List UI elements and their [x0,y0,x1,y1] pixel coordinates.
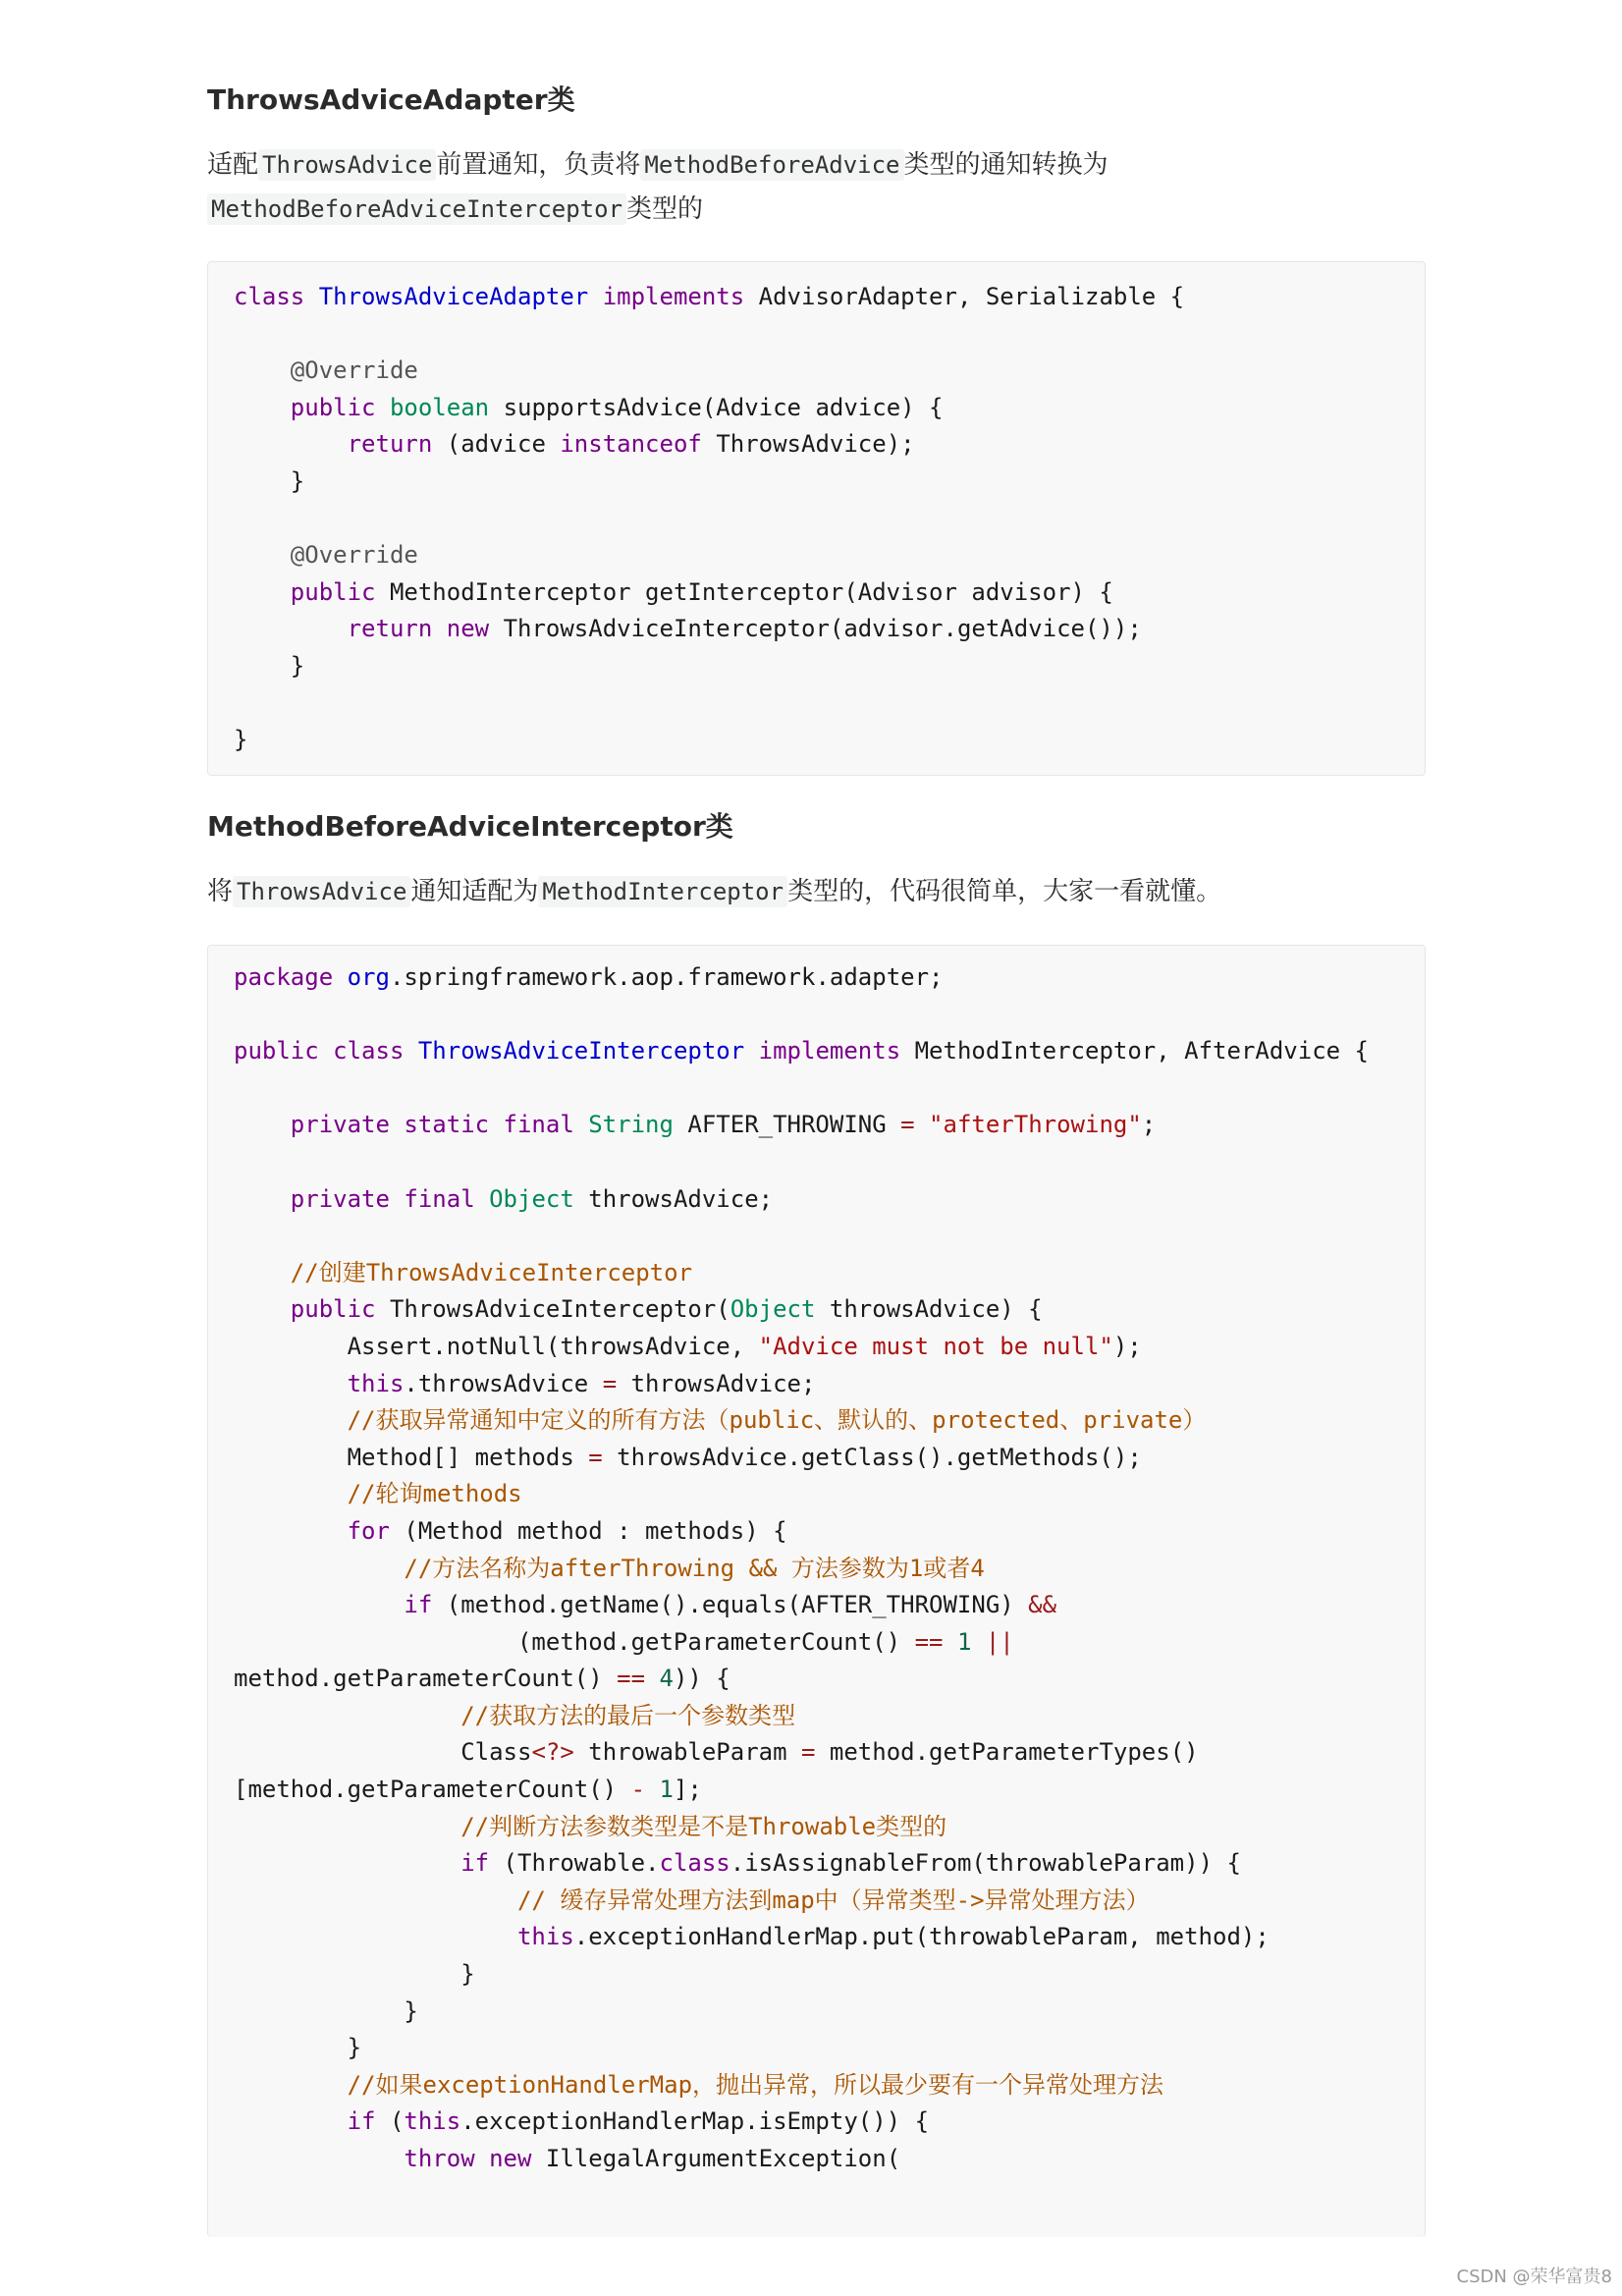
code-block-throws-advice-adapter[interactable] [207,261,1426,776]
code-text: class ThrowsAdviceAdapter implements AdvisorAdapter, Serializable { @Override public boolean supportsAdvice(Advice advice) { return (advice instanceof ThrowsAdvice); } @Override public MethodInterceptor getInterceptor(Advisor advisor) { return new ThrowsAdviceInterceptor(advisor.getAdvice()); } } [234,283,1185,754]
section-heading-method-before-advice-interceptor: MethodBeforeAdviceInterceptor类 [207,810,733,843]
desc-text: 类型的 [626,194,704,224]
inline-code: MethodBeforeAdvice [640,149,903,181]
inline-code: ThrowsAdvice [233,876,410,907]
inline-code: MethodInterceptor [538,876,787,907]
code-text: package org.springframework.aop.framework.adapter; public class ThrowsAdviceInterceptor implements MethodInterceptor, AfterAdvice { private static final String AFTER_THROWING = "afterThrowing"; private final Object throwsAdvice; //创建ThrowsAdviceInterceptor public ThrowsAdviceInterceptor(Object throwsAdvice) { Assert.notNull(throwsAdvice, "Advice must not be null"); this.throwsAdvice = throwsAdvice; //获取异常通知中定义的所有方法（public、默认的、protected、private） Method[] methods = throwsAdvice.getClass().getMethods(); //轮询methods for (Method method : methods) { //方法名称为afterThrowing && 方法参数为1或者4 if (method.getName().equals(AFTER_THROWING) && (method.getParameterCount() == 1 || method.getParameterCount() == 4)) { //获取方法的最后一个参数类型 Class<?> throwableParam = method.getParameterTypes() [method.getParameterCount() - 1]; //判断方法参数类型是不是Throwable类型的 if (Throwable.class.isAssignableFrom(throwableParam)) { // 缓存异常处理方法到map中（异常类型->异常处理方法） this.exceptionHandlerMap.put(throwableParam, method); } } } //如果exceptionHandlerMap，抛出异常，所以最少要有一个异常处理方法 if (this.exceptionHandlerMap.isEmpty()) { throw new IllegalArgumentException( [234,963,1369,2172]
desc-text: 类型的通知转换为 [903,150,1108,180]
code-block-throws-advice-interceptor[interactable] [207,945,1426,2237]
desc-text: 类型的，代码很简单，大家一看就懂。 [787,877,1222,906]
section-description [207,870,1428,914]
inline-code: ThrowsAdvice [258,149,436,181]
desc-text: 将 [207,877,234,906]
inline-code: MethodBeforeAdviceInterceptor [207,193,626,225]
section-description [207,143,1428,232]
desc-text: 前置通知，负责将 [436,150,641,180]
desc-text: 适配 [207,150,259,180]
desc-text: 通知适配为 [410,877,539,906]
csdn-watermark: CSDN @荣华富贵8 [1456,2267,1612,2287]
section-heading-throws-advice-adapter: ThrowsAdviceAdapter类 [207,83,575,116]
